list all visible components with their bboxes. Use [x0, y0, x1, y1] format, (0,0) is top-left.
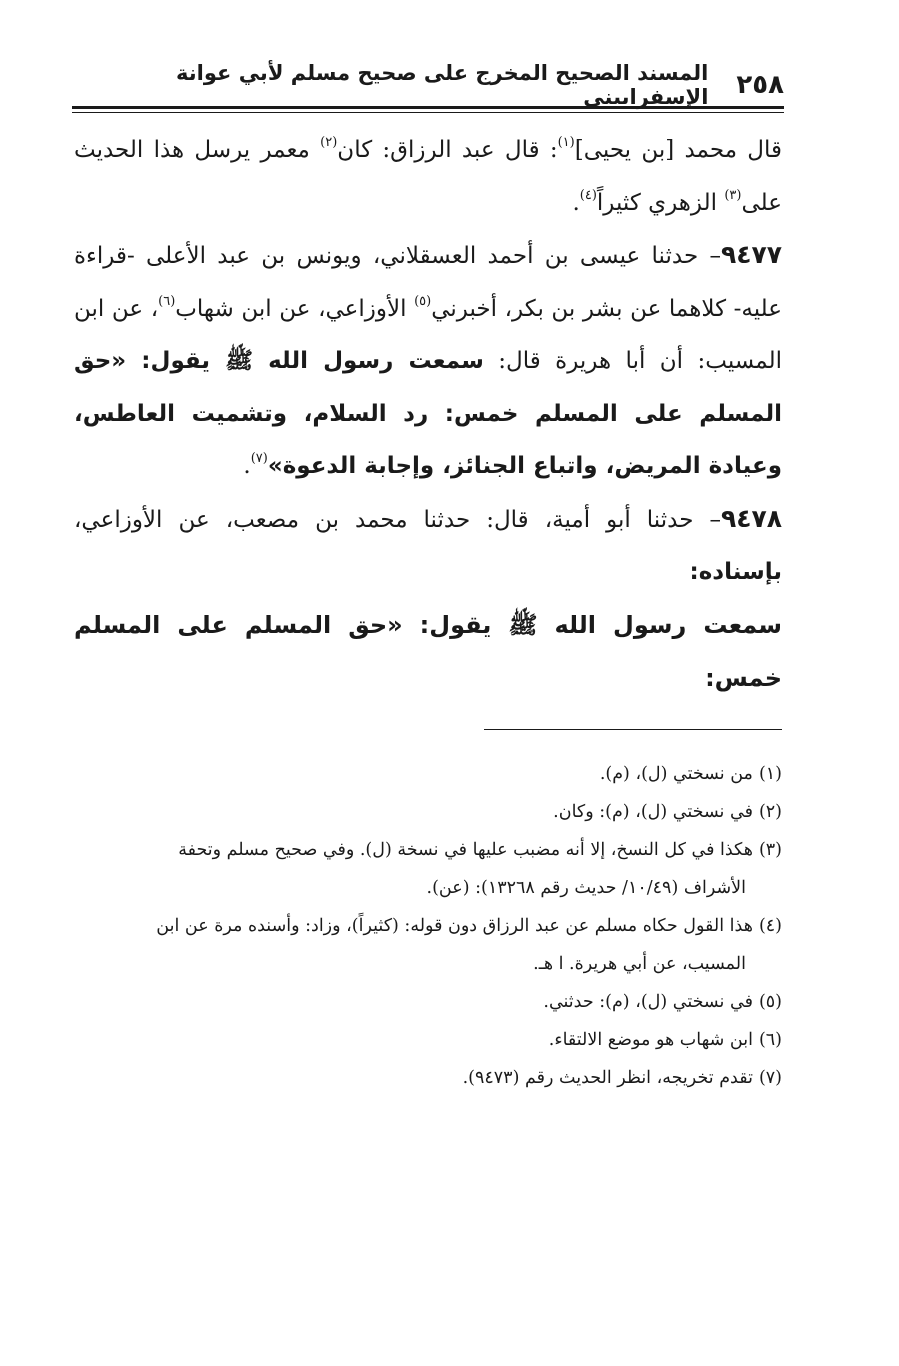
- text-span: معمر يرسل هذا الحديث على: [74, 137, 782, 216]
- footnote-ref: (٤): [579, 187, 597, 203]
- footnotes: [74, 755, 782, 1097]
- footnote-text: تقدم تخريجه، انظر الحديث رقم (٩٤٧٣).: [462, 1068, 753, 1088]
- footnote-6: [74, 1021, 782, 1059]
- footnote-separator: [484, 729, 782, 730]
- hadith-9477: [74, 229, 782, 493]
- footnote-ref: (٥): [414, 293, 432, 309]
- hadith-text-last: [74, 599, 782, 706]
- footnote-number: (٧): [758, 1068, 782, 1088]
- footnote-text: في نسختي (ل)، (م): حدثني.: [543, 992, 753, 1012]
- paragraph-intro: [74, 124, 782, 229]
- text-span: قال محمد [بن يحيى]: [574, 137, 782, 163]
- text-span: – حدثنا أبو أمية، قال: حدثنا محمد بن مصعب، عن الأوزاعي،: [74, 506, 721, 533]
- text-span: الأوزاعي، عن ابن شهاب: [175, 295, 415, 322]
- footnote-text: هكذا في كل النسخ، إلا أنه مضبب عليها في نسخة (ل). وفي صحيح مسلم وتحفة: [178, 840, 753, 860]
- text-span: ، عن ابن المسيب: أن أبا هريرة قال:: [74, 295, 782, 374]
- footnote-number: (٦): [758, 1030, 782, 1050]
- footnote-7: [74, 1059, 782, 1097]
- text-span: – حدثنا عيسى بن أحمد العسقلاني، ويونس بن عبد الأعلى -قراءة عليه- كلاهما عن بشر بن بكر، أخبرني: [74, 243, 782, 322]
- text-span: الزهري كثيراً: [596, 189, 725, 216]
- footnote-5: [74, 983, 782, 1021]
- footnote-ref: (٢): [320, 135, 338, 151]
- hadith-number: ٩٤٧٨: [720, 503, 782, 533]
- page-header: [72, 61, 784, 109]
- header-rule: [72, 106, 784, 109]
- footnote-number: (١): [758, 764, 782, 784]
- footnote-ref: (٧): [250, 451, 268, 467]
- footnote-number: (٥): [758, 992, 782, 1012]
- footnote-text: في نسختي (ل)، (م): وكان.: [553, 802, 753, 822]
- footnote-1: [74, 755, 782, 793]
- footnote-number: (٣): [758, 840, 782, 860]
- footnote-number: (٢): [758, 802, 782, 822]
- isnad-bold: بإسناده:: [689, 559, 782, 585]
- footnote-text: من نسختي (ل)، (م).: [599, 764, 753, 784]
- header-rule-thin: [72, 112, 784, 113]
- running-title: المسند الصحيح المخرج على صحيح مسلم لأبي عوانة الإسفراييني: [176, 61, 709, 109]
- footnote-3-continued: الأشراف (١٠/٤٩/ حديث رقم ١٣٢٦٨): (عن).: [426, 878, 746, 898]
- footnote-text: ابن شهاب هو موضع الالتقاء.: [548, 1030, 753, 1050]
- hadith-text-bold: سمعت رسول الله ﷺ يقول: «حق المسلم على المسلم خمس:: [74, 610, 782, 692]
- hadith-number: ٩٤٧٧: [720, 240, 782, 269]
- footnote-2: [74, 793, 782, 831]
- footnote-text: هذا القول حكاه مسلم عن عبد الرزاق دون قوله: (كثيراً)، وزاد: وأسنده مرة عن ابن: [156, 916, 753, 936]
- page-number: ٢٥٨: [736, 70, 784, 100]
- main-text: [74, 124, 782, 706]
- hadith-9478: [74, 493, 782, 599]
- footnote-ref: (٣): [724, 187, 742, 203]
- footnote-ref: (١): [557, 135, 575, 151]
- footnote-4-continued: المسيب، عن أبي هريرة. ا هـ.: [533, 954, 746, 974]
- footnote-ref: (٦): [158, 293, 176, 309]
- text-span: .: [243, 453, 251, 479]
- footnote-3: [74, 831, 782, 869]
- hadith-text-bold: سمعت رسول الله ﷺ يقول: «حق المسلم على المسلم خمس: رد السلام، وتشميت العاطس، وعيادة المريض، واتباع الجنائز، وإجابة الدعوة»: [74, 348, 782, 479]
- footnote-4: [74, 907, 782, 945]
- text-span: .: [572, 189, 580, 216]
- footnote-number: (٤): [758, 916, 782, 936]
- text-span: : قال عبد الرزاق: كان: [337, 137, 558, 163]
